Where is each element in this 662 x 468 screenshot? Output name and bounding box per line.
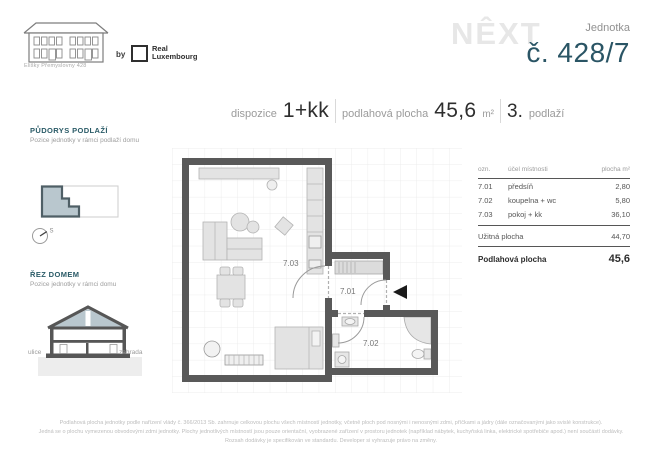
dining-table bbox=[217, 275, 245, 299]
coffee-table-small bbox=[247, 221, 259, 233]
unit-header bbox=[526, 22, 630, 69]
cell-ucel: pokoj + kk bbox=[508, 210, 542, 219]
real-luxembourg-name bbox=[152, 45, 197, 61]
furniture-7-01 bbox=[335, 261, 383, 274]
chair bbox=[220, 299, 230, 307]
usable-area-row bbox=[478, 226, 630, 246]
usable-area-label: Užitná plocha bbox=[478, 232, 524, 241]
cell-ozn: 7.03 bbox=[478, 210, 493, 219]
floor-area-label: Podlahová plocha bbox=[478, 255, 547, 264]
divider bbox=[500, 99, 501, 123]
dispozice-value: 1+kk bbox=[282, 99, 330, 122]
cell-ozn: 7.02 bbox=[478, 196, 493, 205]
coffee-table-large bbox=[231, 213, 249, 231]
realco-line1: Real bbox=[152, 44, 168, 53]
floor-position-title: PŮDORYS PODLAŽÍ bbox=[30, 126, 108, 135]
table-body bbox=[478, 179, 630, 221]
table-row bbox=[478, 207, 630, 221]
pillow bbox=[312, 331, 320, 346]
header-ucel: účel místnosti bbox=[508, 166, 548, 173]
floor-position-subtitle: Pozice jednotky v rámci podlaží domu bbox=[30, 137, 140, 144]
cell-ucel: předsíň bbox=[508, 182, 534, 191]
floor-area-row bbox=[478, 247, 630, 265]
disclaimer-line3: Rozsah dodávky je specifikován ve standardu. Developer si vyhrazuje právo na změny. bbox=[224, 438, 438, 444]
cell-plocha: 2,80 bbox=[615, 182, 630, 191]
disclaimer bbox=[28, 419, 634, 446]
cell-plocha: 36,10 bbox=[611, 210, 630, 219]
bath-shelf bbox=[333, 334, 340, 347]
by-label: by bbox=[116, 50, 126, 59]
chair bbox=[233, 267, 243, 275]
house-section-diagram bbox=[24, 298, 164, 382]
room-label-7-02: 7.02 bbox=[363, 339, 379, 348]
plant bbox=[204, 341, 220, 357]
chair bbox=[233, 299, 243, 307]
real-luxembourg-logo-icon bbox=[131, 45, 148, 62]
ceiling-lamp bbox=[267, 180, 277, 190]
cell-plocha: 5,80 bbox=[615, 196, 630, 205]
table-row bbox=[478, 193, 630, 207]
toilet bbox=[412, 350, 424, 359]
header-plocha: plocha m² bbox=[601, 166, 630, 173]
header-ozn: ozn. bbox=[478, 166, 491, 173]
chair bbox=[220, 267, 230, 275]
usable-area-value: 44,70 bbox=[611, 232, 630, 241]
floor-position-diagram bbox=[40, 184, 120, 220]
room-label-7-03: 7.03 bbox=[283, 259, 299, 268]
disclaimer-line2: Jedná se o plochu vymezenou obvodovými zdmi jednotky. Plochy jednotlivých místností jsou pouze orientační, vyobrazené zařízení v prostoru jednotek (například nábytek, kuchyňská linka, elektrické spotřebiče apod.) není součástí dodávky. bbox=[38, 429, 624, 435]
unit-label: Jednotka bbox=[585, 22, 630, 34]
floor-area-value: 45,6 bbox=[608, 253, 630, 265]
floorplan bbox=[172, 148, 462, 393]
dispozice-label: dispozice bbox=[231, 108, 277, 120]
next-watermark-logo: NÊXT bbox=[451, 16, 542, 51]
disclaimer-line1: Podlahová plocha jednotky podle nařízení vlády č. 366/2013 Sb. zahrnuje celkovou plochu všech místností jednotky, včetně ploch pod nosnými i nenosnými zdmi, příčkami a jádry (dále označovanými jako svislé konstrukce). bbox=[59, 420, 603, 426]
plocha-value: 45,6 bbox=[434, 99, 477, 122]
building-caption: Elišky Přemyslovny 428 bbox=[24, 63, 87, 69]
plocha-unit: m² bbox=[482, 109, 495, 120]
building-illustration bbox=[22, 20, 110, 66]
room-table bbox=[478, 166, 630, 265]
compass-north-label: S bbox=[49, 228, 54, 235]
podlazi-value: 3. bbox=[507, 101, 523, 122]
cell-ozn: 7.01 bbox=[478, 182, 493, 191]
stove bbox=[309, 236, 321, 248]
hall-wardrobe bbox=[335, 261, 383, 274]
cell-ucel: koupelna + wc bbox=[508, 196, 557, 205]
unit-number: č. 428/7 bbox=[526, 37, 630, 68]
house-section-title: ŘEZ DOMEM bbox=[30, 270, 80, 279]
garden-label: zahrada bbox=[119, 349, 143, 356]
compass-icon bbox=[30, 224, 58, 246]
street-label: ulice bbox=[28, 349, 42, 356]
house-section-subtitle: Pozice jednotky v rámci domu bbox=[30, 281, 117, 288]
podlazi-label: podlaží bbox=[528, 108, 565, 120]
plocha-label: podlahová plocha bbox=[342, 108, 429, 120]
room-label-7-01: 7.01 bbox=[340, 287, 356, 296]
table-row bbox=[478, 179, 630, 193]
divider bbox=[335, 99, 336, 123]
table-header-row bbox=[478, 166, 630, 178]
toilet-tank bbox=[424, 349, 431, 359]
realco-line2: Luxembourg bbox=[152, 52, 198, 61]
wardrobe bbox=[199, 168, 279, 179]
spec-bar bbox=[231, 99, 564, 123]
